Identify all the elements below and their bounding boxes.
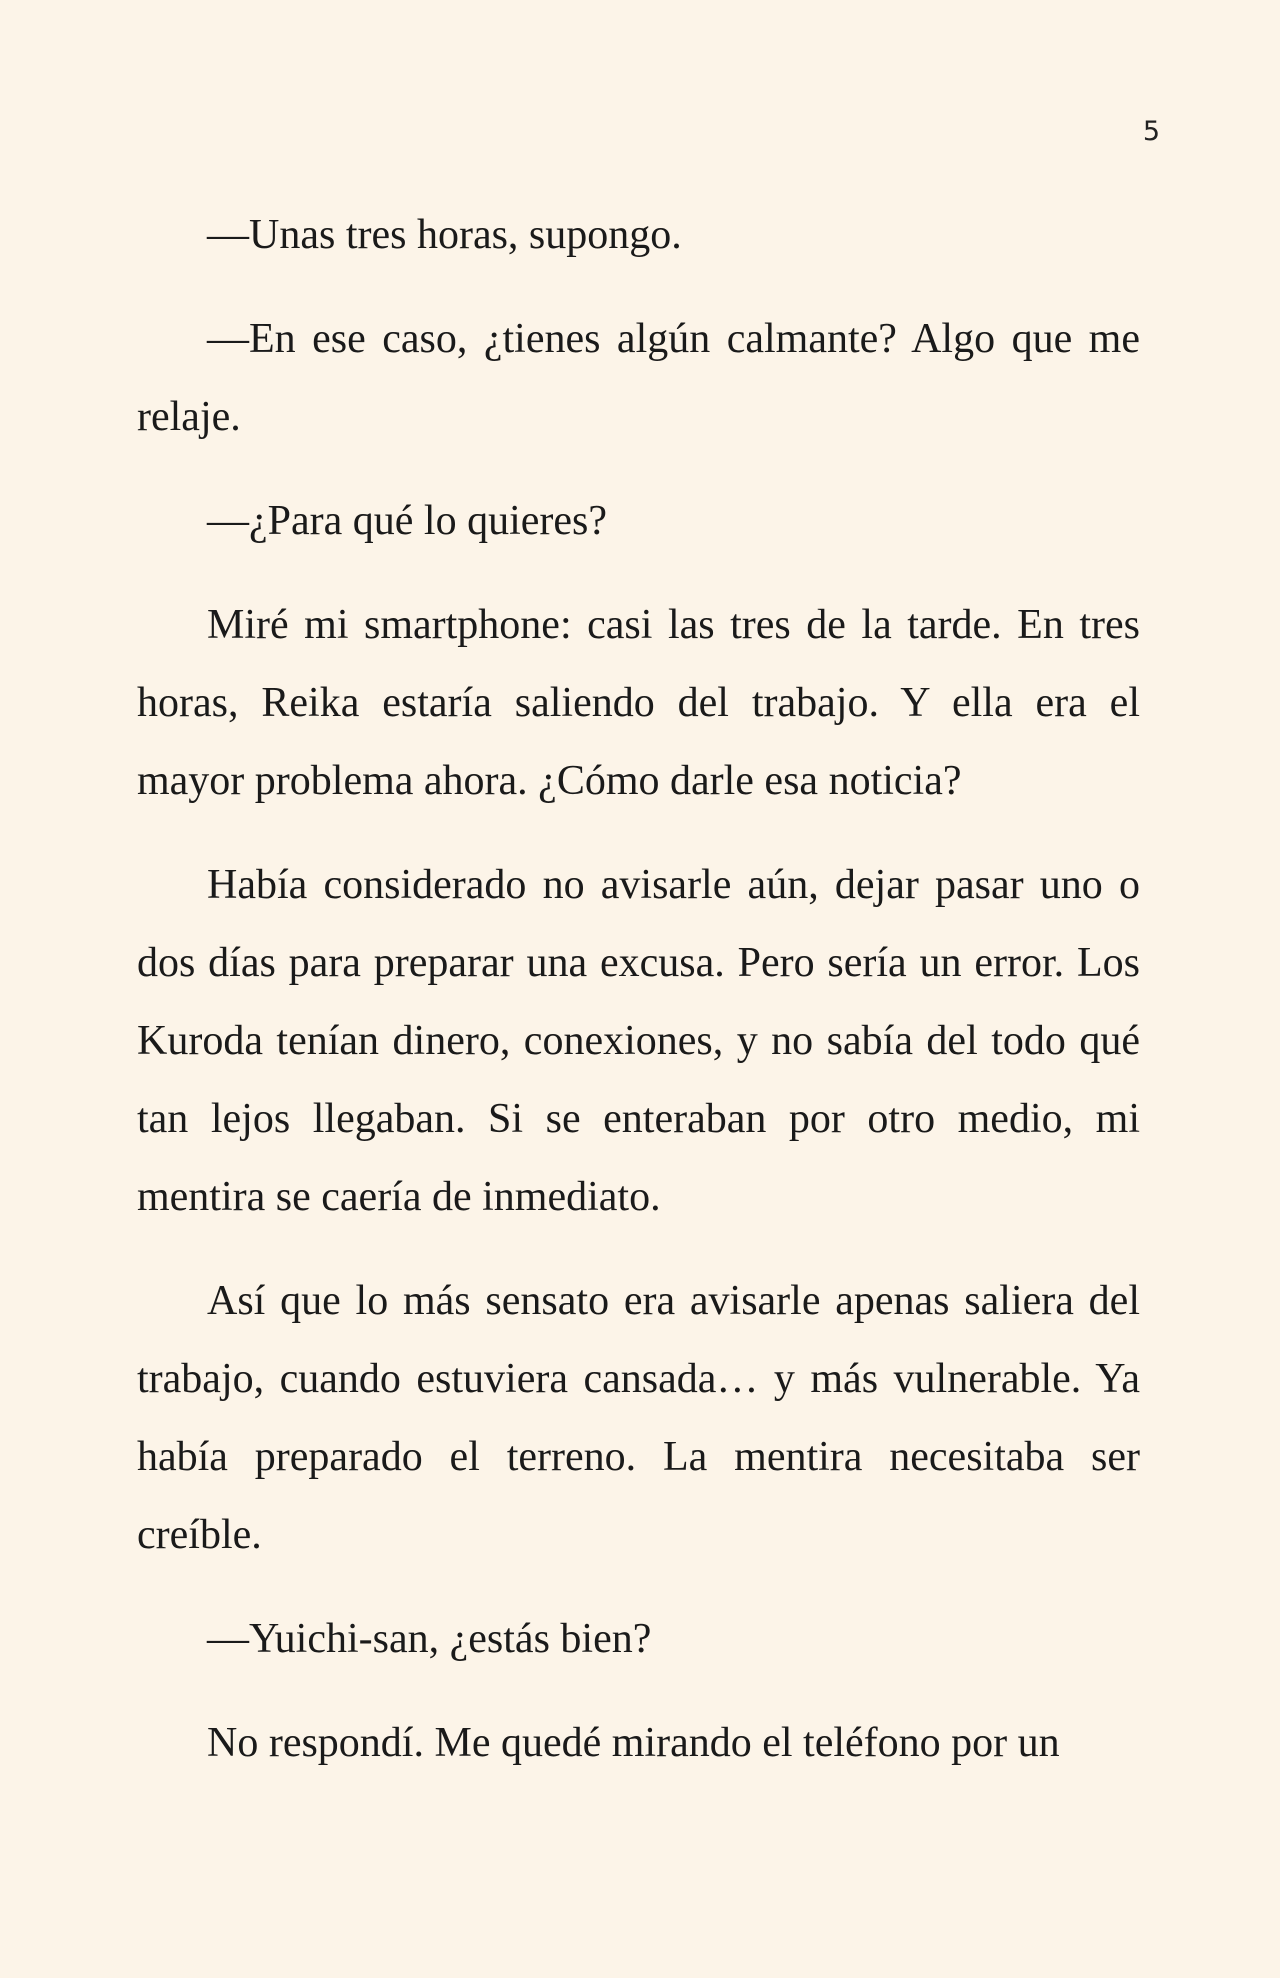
paragraph: Así que lo más sensato era avisarle apenas saliera del trabajo, cuando estuviera cansada… y más vulnerable. Ya había preparado el terreno. La mentira necesitaba ser creíble.	[137, 1278, 1140, 1558]
text-body	[137, 196, 1140, 1808]
paragraph: —Yuichi-san, ¿estás bien?	[207, 1616, 652, 1662]
paragraph: No respondí. Me quedé mirando el teléfono por un	[207, 1720, 1060, 1766]
paragraph: Había considerado no avisarle aún, dejar pasar uno o dos días para preparar una excusa. Pero sería un error. Los Kuroda tenían dinero, conexiones, y no sabía del todo qué tan lejos llegaban. Si se enteraban por otro medio, mi mentira se caería de inmediato.	[137, 862, 1140, 1220]
paragraph: —¿Para qué lo quieres?	[207, 498, 608, 544]
paragraph: —Unas tres horas, supongo.	[207, 212, 682, 258]
paragraph: Miré mi smartphone: casi las tres de la tarde. En tres horas, Reika estaría saliendo del trabajo. Y ella era el mayor problema ahora. ¿Cómo darle esa noticia?	[137, 602, 1140, 804]
page-number: 5	[1142, 116, 1160, 147]
paragraph: —En ese caso, ¿tienes algún calmante? Algo que me relaje.	[137, 316, 1140, 440]
